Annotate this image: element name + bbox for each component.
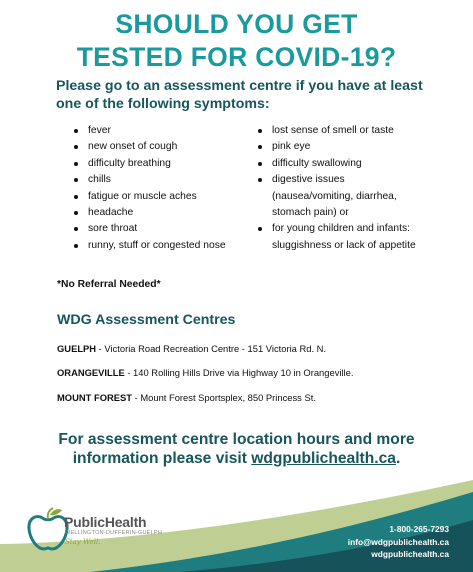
intro-text: Please go to an assessment centre if you have at least one of the following symptoms: bbox=[56, 78, 423, 112]
centre-details: - 140 Rolling Hills Drive via Highway 10 in Orangeville. bbox=[124, 367, 354, 378]
centre-town: ORANGEVILLE bbox=[57, 367, 125, 378]
symptom-item: headache bbox=[72, 205, 237, 221]
page-title bbox=[0, 8, 473, 74]
symptom-item: lost sense of smell or taste bbox=[256, 123, 421, 139]
contact-website: wdgpublichealth.ca bbox=[371, 549, 449, 559]
symptom-list-left bbox=[72, 123, 237, 254]
centre-details: - Mount Forest Sportsplex, 850 Princess St. bbox=[132, 392, 316, 403]
centre-guelph bbox=[57, 343, 326, 354]
logo-name-part2: Health bbox=[104, 514, 147, 530]
website-link[interactable]: wdgpublichealth.ca bbox=[251, 449, 396, 467]
title-line-1: SHOULD YOU GET bbox=[115, 9, 358, 39]
logo-name-part1: Public bbox=[64, 514, 105, 530]
contact-phone: 1-800-265-7293 bbox=[389, 524, 449, 534]
symptom-item: sore throat bbox=[72, 221, 237, 237]
symptom-item: pink eye bbox=[256, 139, 421, 155]
centre-mount-forest bbox=[57, 392, 316, 403]
symptom-item: fever bbox=[72, 123, 237, 139]
symptom-item: for young children and infants: sluggishness or lack of appetite bbox=[256, 221, 421, 254]
symptom-item: new onset of cough bbox=[72, 139, 237, 155]
footer-prefix: information please visit bbox=[72, 449, 252, 467]
symptom-item: chills bbox=[72, 172, 237, 188]
symptom-list-right bbox=[256, 123, 421, 254]
logo-region: WELLINGTON-DUFFERIN-GUELPH bbox=[65, 530, 163, 536]
logo-tagline: Stay Well. bbox=[65, 538, 101, 546]
footer-line-2 bbox=[0, 450, 473, 469]
symptom-item: difficulty breathing bbox=[72, 156, 237, 172]
footer-call-to-action bbox=[0, 431, 473, 468]
no-referral-note: *No Referral Needed* bbox=[57, 279, 161, 290]
symptom-item: fatigue or muscle aches bbox=[72, 189, 237, 205]
contact-block bbox=[348, 523, 449, 561]
footer-suffix: . bbox=[395, 449, 401, 467]
centre-town: GUELPH bbox=[57, 343, 97, 354]
centre-town: MOUNT FOREST bbox=[57, 392, 132, 403]
contact-email: info@wdgpublichealth.ca bbox=[347, 536, 449, 547]
symptom-item: difficulty swallowing bbox=[256, 156, 421, 172]
footer-line-1: For assessment centre location hours and more bbox=[58, 431, 415, 448]
logo-wordmark bbox=[64, 514, 146, 530]
centre-details: - Victoria Road Recreation Centre - 151 Victoria Rd. N. bbox=[96, 343, 327, 354]
symptom-item: digestive issues (nausea/vomiting, diarrhea, stomach pain) or bbox=[256, 172, 421, 221]
symptom-item: runny, stuff or congested nose bbox=[72, 238, 237, 254]
centre-orangeville bbox=[57, 367, 353, 378]
title-line-2: TESTED FOR COVID-19? bbox=[76, 42, 397, 72]
centres-heading: WDG Assessment Centres bbox=[57, 312, 236, 328]
